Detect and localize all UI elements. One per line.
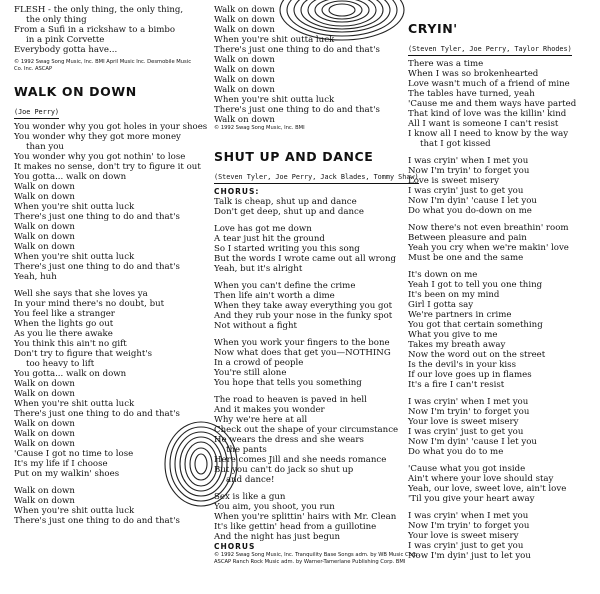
lyric-line: From a Sufi in a rickshaw to a bimbo	[14, 25, 176, 35]
lyric-line: too heavy to lift	[26, 359, 95, 369]
lyric-line: You're still alone	[214, 368, 287, 378]
lyric-line: There's just one thing to do and that's	[14, 212, 180, 222]
lyric-line: Talk is cheap, shut up and dance	[214, 197, 357, 207]
lyric-line: Walk on down	[14, 232, 75, 242]
lyric-line: Your love is sweet misery	[408, 531, 519, 541]
lyric-line: Yeah I got to tell you one thing	[408, 280, 543, 290]
lyric-line: and dance!	[226, 475, 275, 485]
lyric-line: that I got kissed	[420, 139, 491, 149]
stanza-break	[408, 216, 598, 223]
lyric-line: Walk on down	[14, 182, 75, 192]
lyric-line: in a pink Corvette	[26, 35, 105, 45]
column-left	[14, 0, 208, 526]
lyric-line: So I started writing you this song	[214, 244, 360, 254]
lyric-line: When you're shit outta luck	[14, 506, 135, 516]
lyric-line: There's just one thing to do and that's	[214, 105, 380, 115]
stanza-break	[408, 263, 598, 270]
lyric-line: Yeah, huh	[14, 272, 57, 282]
lyric-line: When you can't define the crime	[214, 281, 356, 291]
lyric-line: When you work your fingers to the bone	[214, 338, 390, 348]
lyric-line: Your love is sweet misery	[408, 417, 519, 427]
lyric-line: There's just one thing to do and that's	[14, 516, 180, 526]
lyric-line: Walk on down	[214, 75, 275, 85]
lyric-line: The tables have turned, yeah	[408, 89, 535, 99]
lyric-line: Walk on down	[14, 419, 75, 429]
lyric-line: Takes my breath away	[408, 340, 506, 350]
lyric-line: If our love goes up in flames	[408, 370, 532, 380]
lyric-line: Love is sweet misery	[408, 176, 499, 186]
lyric-line: There's just one thing to do and that's	[14, 409, 180, 419]
lyric-line: Yeah you cry when we're makin' love	[408, 243, 569, 253]
lyric-line: Walk on down	[214, 85, 275, 95]
lyric-line: There's just one thing to do and that's	[214, 45, 380, 55]
lyric-line: Do what you do-down on me	[408, 206, 532, 216]
lyric-line: Walk on down	[214, 15, 275, 25]
lyric-line: 'Til you give your heart away	[408, 494, 535, 504]
lyric-line: Girl I gotta say	[408, 300, 474, 310]
lyric-line: Walk on down	[14, 486, 75, 496]
copyright-line: Co. Inc. ASCAP	[14, 66, 53, 72]
lyric-line: You wonder why you got holes in your shoes	[14, 122, 208, 132]
lyric-line: You gotta... walk on down	[14, 172, 127, 182]
lyric-line: 'Cause what you got inside	[408, 464, 526, 474]
lyric-line: Now I'm dyin' just to let you	[408, 551, 531, 561]
lyric-line: Well she says that she loves ya	[14, 289, 148, 299]
lyric-line: Walk on down	[14, 379, 75, 389]
lyric-line: Now I'm tryin' to forget you	[408, 407, 530, 417]
lyric-line: Not without a fight	[214, 321, 297, 331]
lyric-line: the pants	[226, 445, 267, 455]
lyric-line: The road to heaven is paved in hell	[214, 395, 367, 405]
lyric-line: Put on my walkin' shoes	[14, 469, 120, 479]
lyric-line: than you	[26, 142, 64, 152]
lyric-line: Walk on down	[214, 55, 275, 65]
lyric-line: Now there's not even breathin' room	[408, 223, 569, 233]
copyright-line: © 1992 Swag Song Music, Inc. Tranquility Base Songs adm. by WB Music Corp.	[214, 552, 419, 558]
lyric-line: I was cryin' just to get you	[408, 541, 524, 551]
lyric-line: We're partners in crime	[408, 310, 512, 320]
chorus-label: CHORUS:	[214, 187, 260, 196]
songwriter-credit: (Steven Tyler, Joe Perry, Jack Blades, Tommy Shaw)	[214, 173, 419, 184]
lyric-line: All I want is someone I can't resist	[408, 119, 559, 129]
lyric-line: Now what does that get you—NOTHING	[214, 348, 391, 358]
lyric-line: It makes no sense, don't try to figure it out	[14, 162, 201, 172]
lyric-line: You gotta... walk on down	[14, 369, 127, 379]
lyric-line: Walk on down	[14, 389, 75, 399]
lyric-line: There was a time	[408, 59, 484, 69]
column-right	[408, 0, 598, 561]
lyric-line: Walk on down	[214, 115, 275, 125]
lyric-line: When the lights go out	[14, 319, 114, 329]
lyric-line: You wonder why you got nothin' to lose	[14, 152, 186, 162]
lyric-line: It's down on me	[408, 270, 478, 280]
lyric-line: In a crowd of people	[214, 358, 304, 368]
song-title-cryin: CRYIN'	[408, 21, 458, 36]
lyric-line: Everybody gotta have...	[14, 45, 118, 55]
stanza-break	[214, 485, 404, 492]
songwriter-credit: (Joe Perry)	[14, 108, 59, 119]
lyric-line: Here comes Jill and she needs romance	[214, 455, 387, 465]
lyric-line: When you're splittin' hairs with Mr. Clean	[214, 512, 397, 522]
lyric-line: You got that certain something	[408, 320, 543, 330]
song-title-shut-up-and-dance: SHUT UP AND DANCE	[214, 149, 374, 164]
lyric-line: You aim, you shoot, you run	[214, 502, 335, 512]
lyric-line: Why we're here at all	[214, 415, 308, 425]
lyric-line: When you're shit outta luck	[214, 35, 335, 45]
copyright-line: © 1992 Swag Song Music, Inc. BMI	[214, 125, 305, 131]
walk-on-down-lyrics	[14, 122, 208, 526]
lyric-line: Walk on down	[214, 65, 275, 75]
copyright-line: ASCAP Ranch Rock Music adm. by Warner-Tamerlane Publishing Corp. BMI	[214, 559, 406, 565]
lyric-line: It's my life if I choose	[14, 459, 108, 469]
lyric-line: In your mind there's no doubt, but	[14, 299, 165, 309]
lyric-line: I was cryin' when I met you	[408, 511, 529, 521]
lyric-line: It's like gettin' head from a guillotine	[214, 522, 377, 532]
lyric-line: It's been on my mind	[408, 290, 500, 300]
lyric-line: Don't get deep, shut up and dance	[214, 207, 364, 217]
lyric-line: It's a fire I can't resist	[408, 380, 505, 390]
lyric-line: Walk on down	[14, 222, 75, 232]
lyric-line: the only thing	[26, 15, 87, 25]
lyric-line: Love has got me down	[214, 224, 312, 234]
stanza-break	[214, 217, 404, 224]
lyric-line: Now I'm tryin' to forget you	[408, 521, 530, 531]
lyric-line: I was cryin' just to get you	[408, 186, 524, 196]
lyric-line: Ain't where your love should stay	[408, 474, 554, 484]
stanza-break	[214, 274, 404, 281]
lyric-line: I was cryin' when I met you	[408, 397, 529, 407]
lyric-line: Then life ain't worth a dime	[214, 291, 335, 301]
lyric-line: Must be one and the same	[408, 253, 524, 263]
lyric-line: You feel like a stranger	[14, 309, 115, 319]
stanza-break	[14, 282, 204, 289]
stanza-break	[408, 457, 598, 464]
lyric-line: Now the word out on the street	[408, 350, 546, 360]
lyric-line: FLESH - the only thing, the only thing,	[14, 5, 184, 15]
lyric-line: What you give to me	[408, 330, 498, 340]
lyric-line: A tear just hit the ground	[214, 234, 325, 244]
lyric-line: Sex is like a gun	[214, 492, 286, 502]
lyric-line: Check out the shape of your circumstance	[214, 425, 399, 435]
lyric-line: Walk on down	[14, 192, 75, 202]
lyric-line: Walk on down	[14, 429, 75, 439]
lyric-line: But the words I wrote came out all wrong	[214, 254, 396, 264]
lyric-line: Don't try to figure that weight's	[14, 349, 153, 359]
lyric-line: When they take away everything you got	[214, 301, 393, 311]
lyric-line: Do what you do to me	[408, 447, 504, 457]
walk-on-down-lyrics-continued	[214, 5, 404, 125]
lyric-line: Walk on down	[14, 496, 75, 506]
stanza-break	[408, 504, 598, 511]
lyric-line: 'Cause me and them ways have parted	[408, 99, 577, 109]
lyric-line: Walk on down	[14, 242, 75, 252]
lyric-line: You hope that tells you something	[214, 378, 362, 388]
lyric-line: When you're shit outta luck	[14, 399, 135, 409]
column-middle	[214, 0, 419, 566]
lyric-line: Walk on down	[14, 439, 75, 449]
lyric-line: Yeah, our love, sweet love, ain't love	[408, 484, 567, 494]
stanza-break	[408, 390, 598, 397]
lyric-line: As you lie there awake	[14, 329, 113, 339]
lyric-line: Now I'm dyin' 'cause I let you	[408, 437, 537, 447]
lyric-line: But you can't do jack so shut up	[214, 465, 354, 475]
stanza-break	[214, 388, 404, 395]
lyric-line: You think this ain't no gift	[14, 339, 127, 349]
shut-up-and-dance-lyrics	[214, 197, 404, 542]
lyric-line: When you're shit outta luck	[14, 252, 135, 262]
songwriter-credit: (Steven Tyler, Joe Perry, Taylor Rhodes)	[408, 45, 572, 56]
lyric-line: When I was so brokenhearted	[408, 69, 539, 79]
lyric-line: Is the devil's in your kiss	[408, 360, 516, 370]
lyric-line: When you're shit outta luck	[14, 202, 135, 212]
chorus-label: CHORUS	[214, 542, 256, 551]
lyric-line: That kind of love was the killin' kind	[408, 109, 567, 119]
lyric-line: Walk on down	[214, 25, 275, 35]
lyric-line: I was cryin' just to get you	[408, 427, 524, 437]
lyric-line: 'Cause I got no time to lose	[14, 449, 134, 459]
lyric-line: Between pleasure and pain	[408, 233, 527, 243]
cryin-lyrics	[408, 59, 598, 561]
stanza-break	[14, 479, 204, 486]
stanza-break	[408, 149, 598, 156]
lyric-line: There's just one thing to do and that's	[14, 262, 180, 272]
lyric-line: He wears the dress and she wears	[214, 435, 364, 445]
lyric-line: Walk on down	[214, 5, 275, 15]
copyright-line: © 1992 Swag Song Music, Inc. BMI April Music Inc. Desmobile Music	[14, 59, 192, 65]
lyric-line: You wonder why they got more money	[14, 132, 181, 142]
lyric-line: And they rub your nose in the funky spot	[214, 311, 393, 321]
song-title-walk-on-down: WALK ON DOWN	[14, 84, 137, 99]
lyric-line: And the night has just begun	[214, 532, 341, 542]
lyric-line: Now I'm dyin' 'cause I let you	[408, 196, 537, 206]
lyric-line: When you're shit outta luck	[214, 95, 335, 105]
lyric-line: I was cryin' when I met you	[408, 156, 529, 166]
lyric-line: Yeah, but it's alright	[214, 264, 303, 274]
stanza-break	[214, 331, 404, 338]
lyric-line: Love wasn't much of a friend of mine	[408, 79, 570, 89]
lyric-line: And it makes you wonder	[214, 405, 325, 415]
lyric-line: I know all I need to know by the way	[408, 129, 569, 139]
lyric-line: Now I'm tryin' to forget you	[408, 166, 530, 176]
